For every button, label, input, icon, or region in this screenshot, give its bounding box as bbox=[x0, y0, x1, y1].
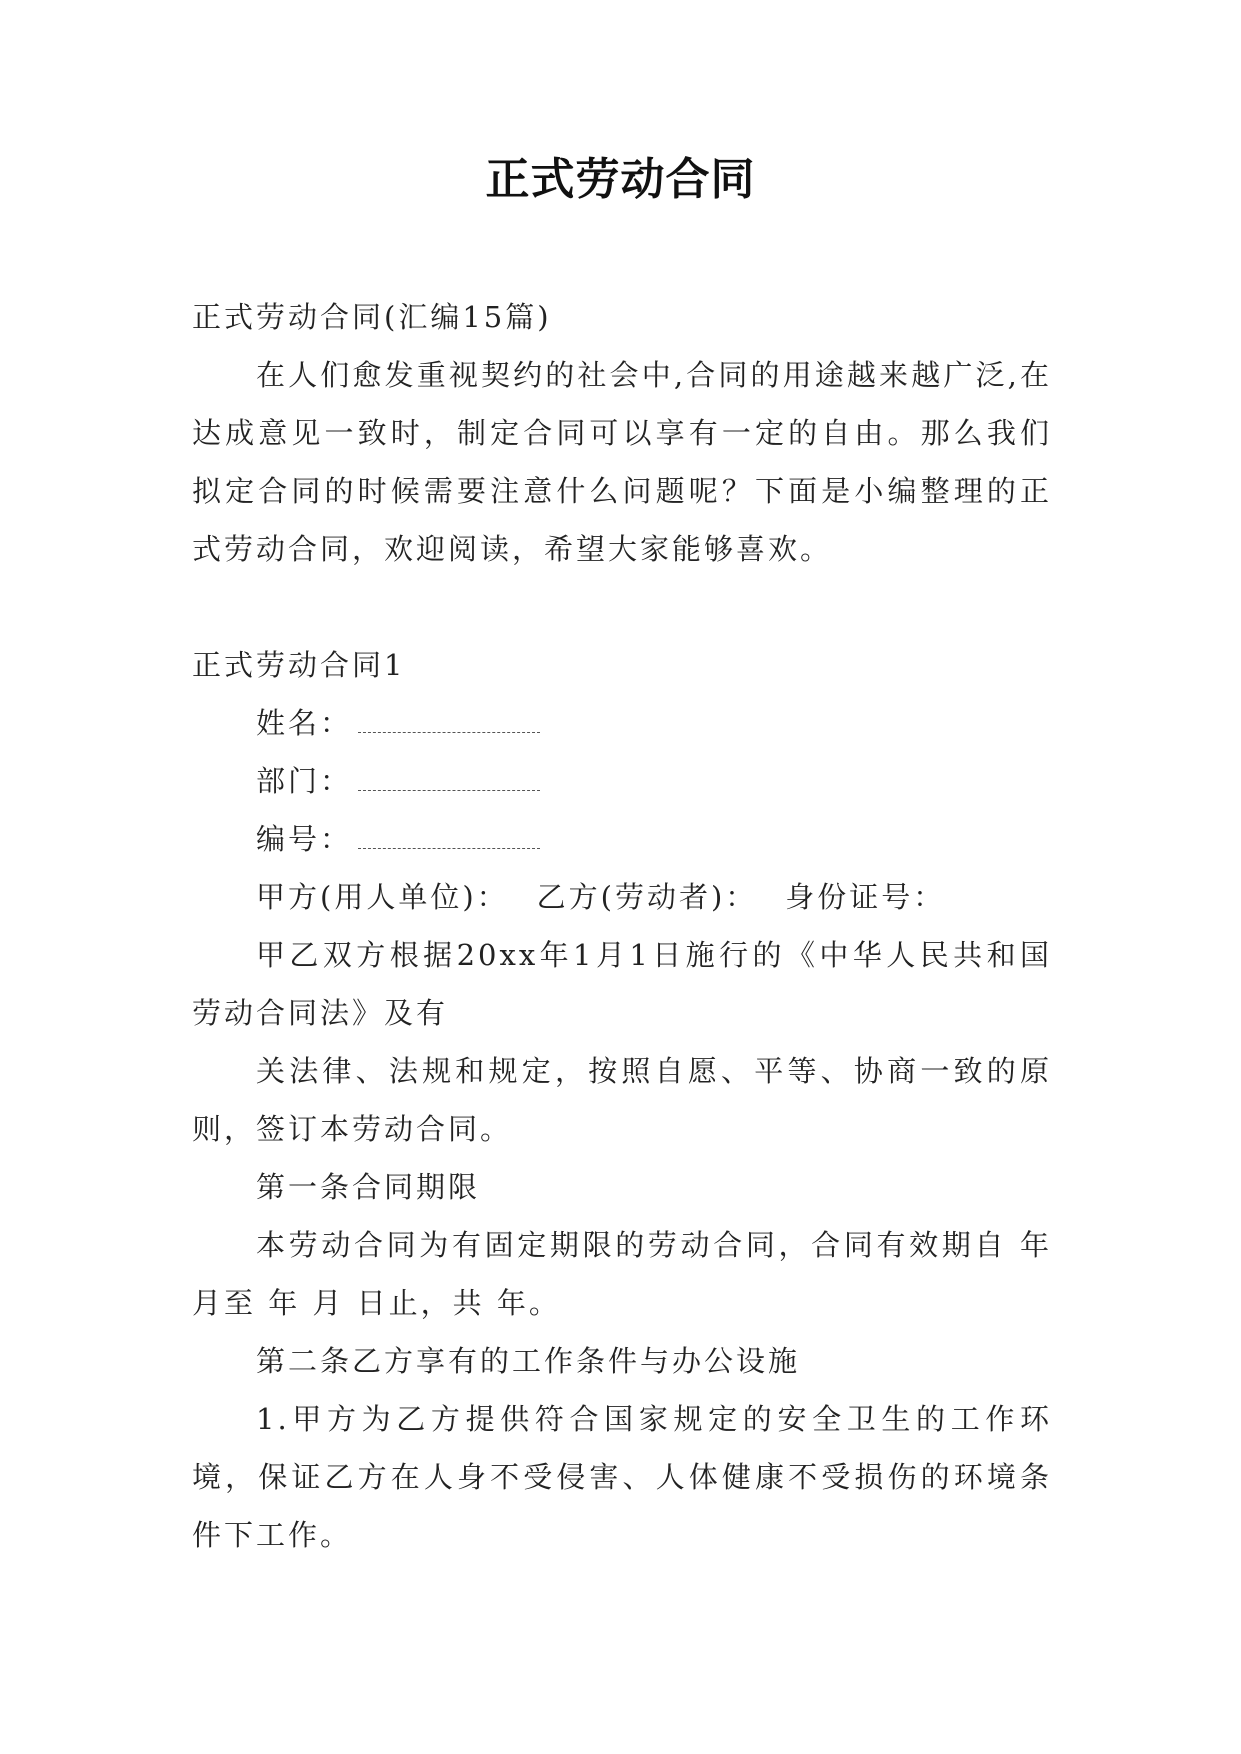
number-label: 编号： bbox=[256, 822, 353, 856]
name-field-row bbox=[192, 694, 1052, 752]
department-blank bbox=[358, 760, 540, 791]
number-blank bbox=[358, 818, 540, 849]
department-label: 部门： bbox=[256, 764, 353, 798]
document-body bbox=[192, 288, 1052, 1564]
article-1-body: 本劳动合同为有固定期限的劳动合同，合同有效期自 年 月至 年 月 日止，共 年。 bbox=[192, 1228, 1052, 1320]
party-b-label: 乙方(劳动者)： bbox=[536, 880, 758, 914]
article-2-title: 第二条乙方享有的工作条件与办公设施 bbox=[256, 1344, 801, 1378]
article-1-title: 第一条合同期限 bbox=[256, 1170, 481, 1204]
document-subtitle: 正式劳动合同(汇编15篇) bbox=[192, 300, 552, 334]
department-field-row bbox=[192, 752, 1052, 810]
number-field-row bbox=[192, 810, 1052, 868]
section-heading: 正式劳动合同1 bbox=[192, 648, 406, 682]
article-2-item-1: 1.甲方为乙方提供符合国家规定的安全卫生的工作环境，保证乙方在人身不受侵害、人体健康不受损伤的环境条件下工作。 bbox=[192, 1402, 1052, 1552]
name-blank bbox=[358, 702, 540, 733]
document-title: 正式劳动合同 bbox=[485, 154, 756, 205]
party-a-label: 甲方(用人单位)： bbox=[256, 880, 509, 914]
parties-row bbox=[192, 868, 1052, 926]
basis-paragraph-2: 关法律、法规和规定，按照自愿、平等、协商一致的原则，签订本劳动合同。 bbox=[192, 1054, 1052, 1146]
id-number-label: 身份证号： bbox=[785, 880, 946, 914]
spacer bbox=[192, 578, 1052, 636]
basis-paragraph-1: 甲乙双方根据20xx年1月1日施行的《中华人民共和国劳动合同法》及有 bbox=[192, 938, 1052, 1030]
name-label: 姓名： bbox=[256, 706, 353, 740]
intro-paragraph: 在人们愈发重视契约的社会中,合同的用途越来越广泛,在达成意见一致时，制定合同可以享有一定的自由。那么我们拟定合同的时候需要注意什么问题呢？下面是小编整理的正式劳动合同，欢迎阅读，希望大家能够喜欢。 bbox=[192, 358, 1052, 566]
